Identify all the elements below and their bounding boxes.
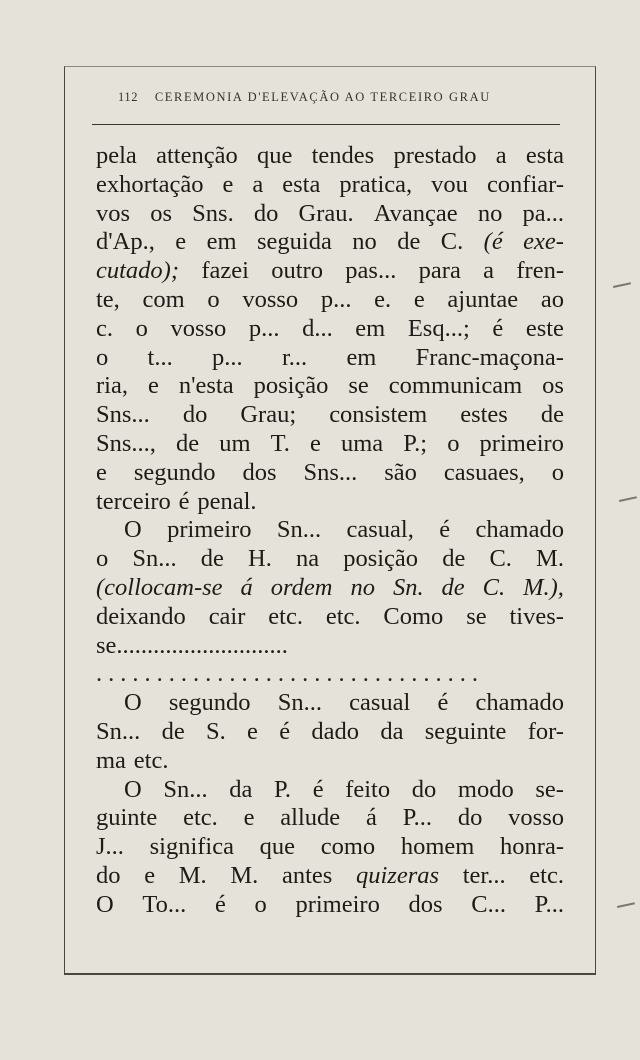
- word: no: [477, 199, 503, 227]
- word: se: [466, 602, 487, 630]
- word: que: [259, 833, 296, 861]
- word: o: [96, 545, 109, 573]
- text-line: [96, 459, 564, 488]
- word: o: [551, 458, 564, 486]
- word: pa...: [522, 199, 564, 227]
- word: o: [135, 314, 148, 342]
- word: este: [525, 314, 564, 342]
- word: da: [380, 717, 404, 745]
- word: Sn.: [392, 573, 424, 601]
- word: etc.: [325, 602, 361, 630]
- word: consistem: [329, 401, 428, 429]
- word: communicam: [388, 372, 523, 400]
- word: Sns.: [192, 199, 234, 227]
- text-line: [96, 603, 564, 632]
- text-line: [96, 401, 564, 430]
- word: ter...: [462, 861, 506, 889]
- word: primeiro: [295, 890, 380, 918]
- edge-mark-2: [619, 496, 639, 511]
- word: primeiro: [167, 516, 252, 544]
- running-header: [118, 90, 558, 105]
- word: attenção: [156, 142, 238, 169]
- word: o: [96, 343, 109, 371]
- word: e: [222, 170, 234, 198]
- word: para: [418, 257, 461, 285]
- word: e: [247, 717, 258, 745]
- word: com: [142, 285, 185, 313]
- word: p...: [248, 314, 280, 342]
- word: etc.: [529, 861, 564, 889]
- word: e: [413, 285, 425, 313]
- word: significa: [149, 833, 234, 861]
- word: de: [200, 545, 224, 573]
- word: Sn...: [132, 545, 177, 573]
- text-line: [96, 833, 564, 862]
- word: homem: [400, 833, 475, 861]
- word: ria,: [96, 372, 128, 400]
- word: r...: [281, 343, 308, 371]
- word: e: [175, 228, 187, 256]
- header-rule: [92, 124, 560, 125]
- word: for-: [527, 717, 564, 745]
- word: á: [366, 804, 377, 832]
- word: c.: [96, 314, 113, 342]
- word: a: [252, 170, 264, 198]
- word: Sns...: [303, 458, 358, 486]
- word: exhortação: [96, 170, 204, 198]
- text-line: [96, 574, 564, 603]
- word: segundo: [168, 689, 251, 717]
- text-line: [96, 804, 564, 833]
- word: Franc-maçona-: [415, 343, 564, 371]
- word: C...: [471, 890, 506, 918]
- word: e: [310, 429, 321, 457]
- word: ao: [540, 285, 564, 313]
- word: a: [495, 142, 507, 169]
- word: uma: [340, 429, 384, 457]
- text-line: [96, 430, 564, 459]
- word: da: [229, 775, 253, 803]
- word: como: [320, 833, 376, 861]
- text-line: [96, 545, 564, 574]
- word: M.: [230, 861, 259, 889]
- word: etc.: [268, 602, 303, 630]
- word: Avançae: [373, 199, 458, 227]
- word: dos: [242, 458, 277, 486]
- word: C.: [440, 228, 464, 256]
- text-line: [96, 776, 564, 805]
- word: p...: [320, 285, 352, 313]
- word: do: [457, 804, 483, 832]
- word: C.: [489, 545, 512, 573]
- word: pela: [96, 142, 137, 169]
- word: em: [206, 228, 237, 256]
- word: de: [442, 545, 466, 573]
- text-line: [96, 689, 564, 718]
- word: d...: [302, 314, 333, 342]
- word: em: [346, 343, 377, 371]
- text-line: [96, 142, 564, 171]
- word: guinte: [96, 804, 158, 832]
- word: se: [348, 372, 369, 400]
- word: de: [397, 228, 421, 256]
- word: cutado);: [96, 257, 179, 285]
- word: O: [124, 689, 142, 717]
- word: H.: [248, 545, 272, 573]
- word: P.: [274, 775, 292, 803]
- edge-mark-3: [617, 902, 637, 917]
- word: do: [253, 199, 279, 227]
- word: P...: [534, 890, 564, 918]
- word: se............................: [96, 631, 288, 659]
- word: ajuntae: [447, 285, 519, 313]
- word: á: [240, 573, 253, 601]
- word: de: [441, 573, 465, 601]
- word: Grau.: [298, 199, 354, 227]
- word: é: [178, 487, 190, 515]
- word: P.;: [403, 429, 428, 457]
- word: Sns...: [96, 401, 150, 429]
- word: dos: [408, 890, 443, 918]
- word: chamado: [475, 516, 564, 544]
- word: outro: [271, 257, 323, 285]
- word: d'Ap.,: [96, 228, 155, 256]
- word: esta: [282, 170, 321, 198]
- word: deixando: [96, 602, 186, 630]
- word: (collocam-se: [96, 573, 223, 601]
- text-line: [96, 286, 564, 315]
- word: confiar-: [486, 170, 564, 198]
- word: prestado: [393, 142, 477, 169]
- text-line: [96, 718, 564, 747]
- word: posição: [343, 545, 419, 573]
- word: Esq...;: [407, 314, 470, 342]
- word: em: [355, 314, 386, 342]
- word: os: [150, 199, 172, 227]
- word: vos: [96, 199, 131, 227]
- word: modo: [457, 775, 514, 803]
- word: no: [352, 228, 377, 256]
- word: e: [147, 372, 159, 400]
- page-number: 112: [118, 90, 139, 104]
- ellipsis-row: ................................: [96, 660, 484, 688]
- word: S.: [205, 717, 226, 745]
- word: vosso: [242, 285, 299, 313]
- word: antes: [281, 861, 333, 889]
- text-line: [96, 372, 564, 401]
- text-line: [96, 315, 564, 344]
- word: é: [492, 314, 504, 342]
- word: que: [256, 142, 293, 169]
- word: To...: [142, 890, 187, 918]
- word: ma: [96, 746, 126, 774]
- word: exe-: [523, 228, 564, 256]
- running-title: CEREMONIA D'ELEVAÇÃO AO TERCEIRO GRAU: [154, 90, 491, 104]
- word: J...: [96, 833, 124, 861]
- word: chamado: [475, 689, 564, 717]
- word: o: [254, 890, 267, 918]
- word: é: [279, 717, 291, 745]
- word: dado: [311, 717, 360, 745]
- word: o: [447, 429, 460, 457]
- word: feito: [345, 775, 391, 803]
- text-line: [96, 891, 564, 920]
- word: te,: [96, 285, 120, 313]
- text-line: [96, 200, 564, 229]
- text-line: [96, 516, 564, 545]
- word: e.: [374, 285, 392, 313]
- word: M.: [178, 861, 207, 889]
- text-line: [96, 171, 564, 200]
- word: no: [350, 573, 375, 601]
- text-line: [96, 747, 564, 776]
- word: o: [207, 285, 220, 313]
- word: do: [96, 861, 121, 889]
- word: tendes: [311, 142, 375, 169]
- word: P...: [402, 804, 432, 832]
- word: M.),: [523, 573, 564, 601]
- word: etc.: [133, 746, 169, 774]
- word: O: [96, 890, 114, 918]
- word: pas...: [345, 257, 397, 285]
- word: terceiro: [96, 487, 171, 515]
- word: e: [243, 804, 255, 832]
- word: M.: [536, 545, 564, 573]
- word: de: [176, 429, 200, 457]
- word: vosso: [170, 314, 227, 342]
- text-line: [96, 257, 564, 286]
- word: na: [295, 545, 320, 573]
- word: T.: [270, 429, 290, 457]
- word: O: [124, 516, 142, 544]
- word: cair: [208, 602, 246, 630]
- text-line: [96, 228, 564, 257]
- word: t...: [147, 343, 173, 371]
- word: etc.: [183, 804, 218, 832]
- word: casual,: [346, 516, 414, 544]
- word: os: [542, 372, 564, 400]
- word: pratica,: [339, 170, 413, 198]
- word: Sn...: [276, 516, 322, 544]
- word: tives-: [509, 602, 564, 630]
- word: casuaes,: [443, 458, 525, 486]
- word: e: [144, 861, 156, 889]
- word: C.: [482, 573, 506, 601]
- word: Como: [383, 602, 444, 630]
- word: seguinte: [424, 717, 507, 745]
- word: um: [219, 429, 251, 457]
- word: p...: [212, 343, 243, 371]
- word: ordem: [270, 573, 333, 601]
- word: é: [312, 775, 324, 803]
- word: estes: [460, 401, 508, 429]
- word: segundo: [133, 458, 216, 486]
- word: são: [384, 458, 417, 486]
- word: seguida: [256, 228, 332, 256]
- word: do: [182, 401, 208, 429]
- word: Sns...,: [96, 429, 156, 457]
- word: allude: [280, 804, 341, 832]
- word: n'esta: [178, 372, 234, 400]
- word: fren-: [516, 257, 564, 285]
- word: do: [411, 775, 437, 803]
- text-line: [96, 632, 564, 661]
- word: de: [161, 717, 185, 745]
- word: O: [124, 775, 142, 803]
- word: (é: [483, 228, 503, 256]
- word: e: [96, 458, 107, 486]
- word: primeiro: [479, 429, 564, 457]
- word: quizeras: [356, 861, 440, 889]
- word: é: [214, 890, 226, 918]
- word: vou: [431, 170, 468, 198]
- word: honra-: [500, 833, 564, 861]
- text-line: [96, 488, 564, 517]
- text-line: [96, 344, 564, 373]
- text-line: [96, 862, 564, 891]
- word: posição: [253, 372, 329, 400]
- word: Sn...: [163, 775, 208, 803]
- word: a: [483, 257, 495, 285]
- word: é: [439, 516, 451, 544]
- word: Sn...: [277, 689, 322, 717]
- edge-mark-1: [613, 282, 633, 297]
- body-text: [96, 142, 564, 920]
- word: vosso: [508, 804, 564, 832]
- word: é: [437, 689, 449, 717]
- word: Grau;: [240, 401, 297, 429]
- word: de: [540, 401, 564, 429]
- word: casual: [349, 689, 411, 717]
- word: penal.: [197, 487, 257, 515]
- word: Sn...: [96, 717, 141, 745]
- word: fazei: [201, 257, 249, 285]
- word: se-: [535, 775, 564, 803]
- word: esta: [525, 142, 564, 169]
